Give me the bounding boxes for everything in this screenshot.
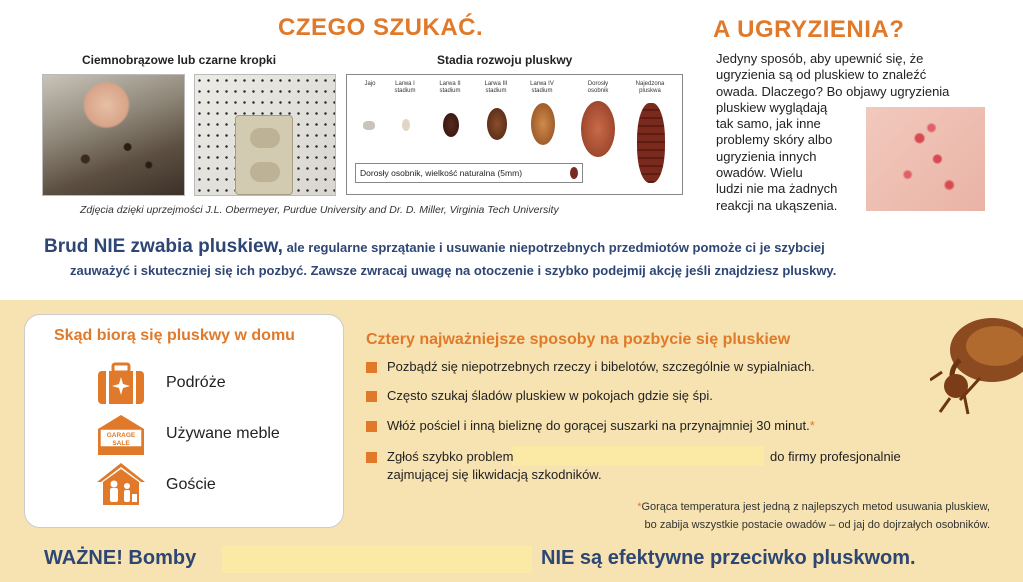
larva-1-image: [402, 119, 410, 131]
where-item-guests: Goście: [166, 476, 216, 493]
way-item-4-cont: do firmy profesjonalnie: [770, 449, 901, 464]
four-ways-title: Cztery najważniejsze sposoby na pozbycie się pluskiew: [366, 331, 791, 348]
garage-sign-text-1: GARAGE: [106, 432, 136, 439]
dirt-statement-line2: zauważyć i skuteczniej się ich pozbyć. Zawsze zwracaj uwagę na otoczenie i szybko podejmij akcję jeśli znajdziesz pluskwy.: [70, 263, 837, 278]
egg-image: [363, 121, 375, 130]
not-effective-text: NIE są efektywne przeciwko pluskwom.: [541, 547, 916, 569]
size-note: Dorosły osobnik, wielkość naturalna (5mm): [355, 163, 583, 183]
fed-bug-image: [637, 103, 665, 183]
house-guests-icon: [96, 462, 146, 506]
what-to-look-for-title: CZEGO SZUKAĆ.: [278, 14, 484, 41]
dirt-statement: Brud NIE zwabia pluskiew, ale regularne sprzątanie i usuwanie niepotrzebnych przedmiotów pomoże ci je szybciej: [44, 236, 825, 257]
way-item-3: Włóż pościel i inną bieliznę do gorącej suszarki na przynajmniej 30 minut.*: [387, 418, 815, 433]
socket: [250, 128, 280, 148]
larva-4-image: [531, 103, 555, 145]
where-from-title: Skąd biorą się pluskwy w domu: [54, 327, 295, 344]
bites-skin-photo: [866, 107, 985, 211]
where-item-travel: Podróże: [166, 374, 226, 391]
stage-larva-1: Larwa I stadium: [394, 81, 416, 94]
life-stages-chart: [346, 74, 683, 195]
photo-credit: Zdjęcia dzięki uprzejmości J.L. Obermeyer, Purdue University and Dr. D. Miller, Virginia Tech University: [80, 204, 559, 216]
dark-dots-label: Ciemnobrązowe lub czarne kropki: [82, 53, 277, 67]
way-item-1: Pozbądź się niepotrzebnych rzeczy i bibelotów, szczególnie w sypialniach.: [387, 359, 815, 374]
larva-2-image: [443, 113, 459, 137]
where-item-used-furniture: Używane meble: [166, 425, 280, 442]
garage-sign-text-2: SALE: [112, 440, 130, 447]
way-item-4: Zgłoś szybko problem: [387, 449, 514, 464]
stage-egg: Jajo: [364, 81, 376, 87]
stage-fed: Najedzona pluskwa: [635, 81, 665, 94]
socket: [250, 162, 280, 182]
actual-size-bug: [570, 167, 578, 179]
bullet: [366, 391, 377, 402]
larva-3-image: [487, 108, 507, 140]
garage-sale-icon: [96, 413, 146, 457]
stage-larva-2: Larwa II stadium: [439, 81, 461, 94]
life-stages-label: Stadia rozwoju pluskwy: [437, 53, 573, 67]
heat-footnote: *Gorąca temperatura jest jedną z najlepszych metod usuwania pluskiew, bo zabija wszystkie postacie owadów – od jaj do dojrzałych osobników.: [637, 501, 990, 531]
where-from-box: [24, 314, 344, 528]
bullet: [366, 362, 377, 373]
way-item-4-line2: zajmującej się likwidacją szkodników.: [387, 467, 602, 482]
adult-image: [581, 101, 615, 157]
outlet-stains-photo: [194, 74, 336, 196]
suitcase-icon: [96, 362, 146, 406]
outlet-plate: [235, 115, 293, 195]
phone-number-highlight: [512, 446, 764, 466]
important-label: WAŻNE! Bomby: [44, 547, 197, 569]
bedbug-illustration: [930, 298, 1023, 418]
bullet: [366, 452, 377, 463]
bites-title: A UGRYZIENIA?: [713, 16, 905, 43]
bullet: [366, 421, 377, 432]
stage-adult: Dorosły osobnik: [587, 81, 609, 94]
mattress-stains-photo: [42, 74, 185, 196]
way-item-2: Często szukaj śladów pluskiew w pokojach gdzie się śpi.: [387, 388, 713, 403]
stage-larva-3: Larwa III stadium: [484, 81, 508, 94]
stage-larva-4: Larwa IV stadium: [530, 81, 554, 94]
bites-text: Jedyny sposób, aby upewnić się, że ugryzienia są od pluskiew to znaleźć owada. Dlaczego? Bo objawy ugryzienia pluskiew wyglądają tak samo, jak inne problemy skóry albo ugryzienia innych owadów. Wielu ludzi nie ma żadnych reakcji na ukąszenia.: [716, 51, 950, 213]
bombs-highlight: [222, 546, 532, 573]
